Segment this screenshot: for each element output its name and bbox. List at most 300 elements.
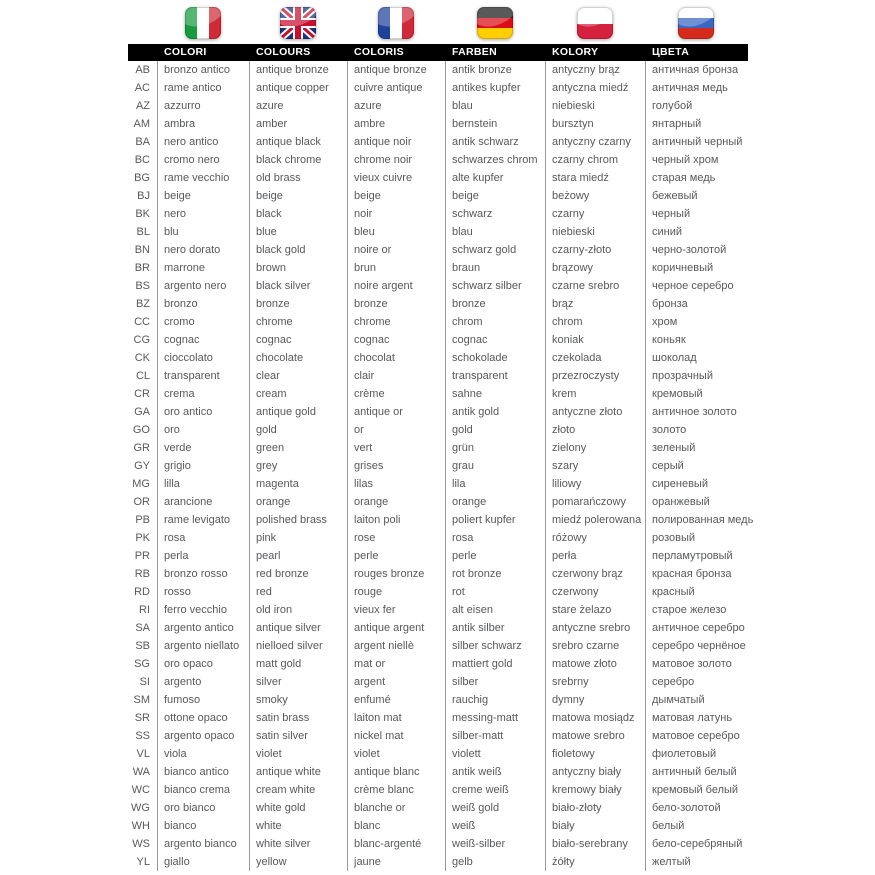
color-name-english: old brass	[249, 169, 347, 187]
column-header-german: FARBEN	[452, 46, 497, 58]
color-name-italian: viola	[157, 745, 249, 763]
color-name-russian: розовый	[645, 529, 748, 547]
color-name-french: jaune	[347, 853, 445, 871]
color-name-russian: прозрачный	[645, 367, 748, 385]
color-name-english: magenta	[249, 475, 347, 493]
color-name-french: orange	[347, 493, 445, 511]
color-name-italian: rame antico	[157, 79, 249, 97]
color-name-english: azure	[249, 97, 347, 115]
color-name-german: mattiert gold	[445, 655, 545, 673]
color-name-italian: crema	[157, 385, 249, 403]
color-name-german: grau	[445, 457, 545, 475]
color-name-russian: черно-золотой	[645, 241, 748, 259]
color-name-english: grey	[249, 457, 347, 475]
color-name-german: violett	[445, 745, 545, 763]
color-name-polish: srebro czarne	[545, 637, 645, 655]
color-name-english: black	[249, 205, 347, 223]
color-code: AM	[133, 118, 150, 130]
table-row	[128, 655, 748, 673]
italy-flag-icon	[185, 7, 221, 39]
color-name-french: argent niellè	[347, 637, 445, 655]
color-name-french: mat or	[347, 655, 445, 673]
color-name-russian: матовая латунь	[645, 709, 748, 727]
color-name-polish: liliowy	[545, 475, 645, 493]
table-row	[128, 781, 748, 799]
color-code: SM	[133, 694, 150, 706]
color-name-english: antique copper	[249, 79, 347, 97]
color-name-french: argent	[347, 673, 445, 691]
color-name-french: antique bronze	[347, 61, 445, 79]
color-name-german: silber	[445, 673, 545, 691]
france-flag-icon	[378, 7, 414, 39]
color-name-french: vieux fer	[347, 601, 445, 619]
color-code: SA	[135, 622, 150, 634]
color-code: WC	[131, 784, 150, 796]
color-name-russian: бежевый	[645, 187, 748, 205]
color-name-italian: argento bianco	[157, 835, 249, 853]
color-name-italian: blu	[157, 223, 249, 241]
table-row	[128, 763, 748, 781]
color-name-russian: красная бронза	[645, 565, 748, 583]
color-name-italian: marrone	[157, 259, 249, 277]
table-header-bar	[128, 44, 748, 61]
table-row	[128, 853, 748, 871]
color-name-polish: czarne srebro	[545, 277, 645, 295]
color-name-polish: biało-złoty	[545, 799, 645, 817]
color-name-english: red bronze	[249, 565, 347, 583]
color-name-french: lilas	[347, 475, 445, 493]
color-code: PK	[135, 532, 150, 544]
color-name-german: transparent	[445, 367, 545, 385]
color-name-polish: brązowy	[545, 259, 645, 277]
color-name-italian: rame levigato	[157, 511, 249, 529]
color-name-french: blanche or	[347, 799, 445, 817]
color-name-polish: biało-serebrany	[545, 835, 645, 853]
color-name-german: bernstein	[445, 115, 545, 133]
color-name-polish: kremowy biały	[545, 781, 645, 799]
color-name-english: blue	[249, 223, 347, 241]
table-row	[128, 493, 748, 511]
table-body	[128, 61, 754, 871]
color-name-german: beige	[445, 187, 545, 205]
color-name-french: cognac	[347, 331, 445, 349]
color-name-italian: ottone opaco	[157, 709, 249, 727]
color-name-polish: antyczny brąz	[545, 61, 645, 79]
color-name-russian: синий	[645, 223, 748, 241]
color-name-french: beige	[347, 187, 445, 205]
color-name-german: silber-matt	[445, 727, 545, 745]
color-code: BJ	[137, 190, 150, 202]
color-code: CR	[134, 388, 150, 400]
color-name-polish: czarny	[545, 205, 645, 223]
color-name-german: silber schwarz	[445, 637, 545, 655]
color-name-russian: шоколад	[645, 349, 748, 367]
color-name-english: white gold	[249, 799, 347, 817]
color-name-french: nickel mat	[347, 727, 445, 745]
color-name-polish: miedź polerowana	[545, 511, 645, 529]
color-name-italian: bronzo rosso	[157, 565, 249, 583]
color-name-german: rot bronze	[445, 565, 545, 583]
color-name-italian: giallo	[157, 853, 249, 871]
color-code: RI	[139, 604, 150, 616]
color-name-german: antik bronze	[445, 61, 545, 79]
color-name-polish: stare żelazo	[545, 601, 645, 619]
color-name-italian: arancione	[157, 493, 249, 511]
color-name-russian: античная медь	[645, 79, 748, 97]
color-code: BK	[135, 208, 150, 220]
color-name-german: gold	[445, 421, 545, 439]
color-code: SG	[134, 658, 150, 670]
color-name-german: blau	[445, 97, 545, 115]
color-name-russian: бронза	[645, 295, 748, 313]
color-name-english: antique white	[249, 763, 347, 781]
color-code: AC	[134, 82, 150, 94]
color-name-russian: серебро	[645, 673, 748, 691]
color-name-polish: matowa mosiądz	[545, 709, 645, 727]
column-header-polish: KOLORY	[552, 46, 599, 58]
color-name-russian: бело-серебряный	[645, 835, 748, 853]
color-name-italian: oro	[157, 421, 249, 439]
column-header-english: COLOURS	[256, 46, 311, 58]
color-name-english: pink	[249, 529, 347, 547]
table-row	[128, 709, 748, 727]
color-code: WA	[132, 766, 150, 778]
color-name-french: chrome	[347, 313, 445, 331]
color-name-russian: старое железо	[645, 601, 748, 619]
color-name-italian: cromo	[157, 313, 249, 331]
color-name-italian: bianco	[157, 817, 249, 835]
color-name-english: beige	[249, 187, 347, 205]
color-name-german: lila	[445, 475, 545, 493]
color-name-german: weiß	[445, 817, 545, 835]
color-code: SS	[135, 730, 150, 742]
table-row	[128, 115, 748, 133]
color-name-german: alte kupfer	[445, 169, 545, 187]
color-name-russian: полированная медь	[645, 511, 748, 529]
color-name-polish: beżowy	[545, 187, 645, 205]
table-row	[128, 61, 748, 79]
color-name-english: orange	[249, 493, 347, 511]
color-name-polish: żółty	[545, 853, 645, 871]
color-name-russian: зеленый	[645, 439, 748, 457]
color-code: SR	[134, 712, 150, 724]
color-name-german: rosa	[445, 529, 545, 547]
color-code: MG	[132, 478, 150, 490]
color-name-french: perle	[347, 547, 445, 565]
color-name-german: antik schwarz	[445, 133, 545, 151]
color-name-italian: grigio	[157, 457, 249, 475]
color-name-russian: перламутровый	[645, 547, 748, 565]
color-code: YL	[136, 856, 150, 868]
color-name-italian: cromo nero	[157, 151, 249, 169]
color-name-german: blau	[445, 223, 545, 241]
color-name-polish: stara miedź	[545, 169, 645, 187]
color-name-french: azure	[347, 97, 445, 115]
color-name-french: antique blanc	[347, 763, 445, 781]
color-name-english: cream white	[249, 781, 347, 799]
color-code: BL	[136, 226, 150, 238]
color-name-french: rouge	[347, 583, 445, 601]
table-row	[128, 97, 748, 115]
color-name-german: orange	[445, 493, 545, 511]
color-name-polish: przezroczysty	[545, 367, 645, 385]
color-name-italian: oro opaco	[157, 655, 249, 673]
color-name-german: schwarzes chrom	[445, 151, 545, 169]
color-code: PR	[134, 550, 150, 562]
table-row	[128, 637, 748, 655]
color-code: BC	[134, 154, 150, 166]
color-name-german: rot	[445, 583, 545, 601]
color-name-russian: старая медь	[645, 169, 748, 187]
color-name-english: nielloed silver	[249, 637, 347, 655]
color-name-italian: bianco crema	[157, 781, 249, 799]
color-code: SI	[139, 676, 150, 688]
color-name-polish: brąz	[545, 295, 645, 313]
color-code: GO	[132, 424, 150, 436]
table-row	[128, 565, 748, 583]
table-row	[128, 187, 748, 205]
table-row	[128, 799, 748, 817]
color-name-polish: antyczny biały	[545, 763, 645, 781]
color-name-russian: античный черный	[645, 133, 748, 151]
table-row	[128, 511, 754, 529]
color-name-english: silver	[249, 673, 347, 691]
color-name-italian: argento antico	[157, 619, 249, 637]
color-name-german: schwarz silber	[445, 277, 545, 295]
table-row	[128, 745, 748, 763]
color-name-english: cream	[249, 385, 347, 403]
color-name-russian: серый	[645, 457, 748, 475]
color-name-italian: oro bianco	[157, 799, 249, 817]
color-code: GA	[134, 406, 150, 418]
table-row	[128, 169, 748, 187]
color-code: BG	[134, 172, 150, 184]
color-name-english: black silver	[249, 277, 347, 295]
color-name-polish: dymny	[545, 691, 645, 709]
color-name-english: old iron	[249, 601, 347, 619]
column-header-italian: COLORI	[164, 46, 207, 58]
color-name-russian: дымчатый	[645, 691, 748, 709]
color-name-german: antik gold	[445, 403, 545, 421]
color-name-italian: verde	[157, 439, 249, 457]
table-row	[128, 583, 748, 601]
color-code: WH	[131, 820, 150, 832]
color-name-french: crème	[347, 385, 445, 403]
color-name-russian: голубой	[645, 97, 748, 115]
table-row	[128, 691, 748, 709]
table-row	[128, 241, 748, 259]
color-code: PB	[135, 514, 150, 526]
color-name-russian: матовое серебро	[645, 727, 748, 745]
color-name-french: grises	[347, 457, 445, 475]
color-name-french: bleu	[347, 223, 445, 241]
color-name-russian: сиреневый	[645, 475, 748, 493]
table-row	[128, 385, 748, 403]
color-name-english: white	[249, 817, 347, 835]
table-row	[128, 403, 748, 421]
color-name-russian: серебро чернёное	[645, 637, 748, 655]
color-name-polish: zielony	[545, 439, 645, 457]
color-code: BR	[134, 262, 150, 274]
color-name-english: white silver	[249, 835, 347, 853]
color-name-english: black gold	[249, 241, 347, 259]
color-name-polish: koniak	[545, 331, 645, 349]
color-name-german: alt eisen	[445, 601, 545, 619]
color-name-polish: fioletowy	[545, 745, 645, 763]
color-code: GY	[134, 460, 150, 472]
color-name-italian: nero	[157, 205, 249, 223]
color-name-german: schwarz gold	[445, 241, 545, 259]
color-name-french: vert	[347, 439, 445, 457]
color-name-russian: черный хром	[645, 151, 748, 169]
color-name-russian: белый	[645, 817, 748, 835]
color-name-italian: beige	[157, 187, 249, 205]
color-name-polish: czarny chrom	[545, 151, 645, 169]
color-code: GR	[133, 442, 150, 454]
color-name-italian: lilla	[157, 475, 249, 493]
color-name-polish: czerwony	[545, 583, 645, 601]
color-name-french: rouges bronze	[347, 565, 445, 583]
flags-row	[0, 0, 875, 42]
table-row	[128, 313, 748, 331]
color-name-russian: оранжевый	[645, 493, 748, 511]
table-row	[128, 295, 748, 313]
table-row	[128, 475, 748, 493]
table-row	[128, 439, 748, 457]
color-name-italian: perla	[157, 547, 249, 565]
table-row	[128, 619, 748, 637]
color-name-polish: niebieski	[545, 97, 645, 115]
table-row	[128, 601, 748, 619]
color-name-french: antique argent	[347, 619, 445, 637]
color-code: WG	[131, 802, 150, 814]
table-row	[128, 457, 748, 475]
color-name-russian: желтый	[645, 853, 748, 871]
color-name-german: weiß-silber	[445, 835, 545, 853]
color-name-russian: красный	[645, 583, 748, 601]
color-name-russian: бело-золотой	[645, 799, 748, 817]
color-name-french: enfumé	[347, 691, 445, 709]
color-name-english: clear	[249, 367, 347, 385]
table-row	[128, 727, 748, 745]
color-name-polish: różowy	[545, 529, 645, 547]
color-name-russian: античное серебро	[645, 619, 748, 637]
color-name-italian: bianco antico	[157, 763, 249, 781]
color-name-polish: złoto	[545, 421, 645, 439]
color-name-russian: античная бронза	[645, 61, 748, 79]
color-name-italian: ferro vecchio	[157, 601, 249, 619]
color-name-german: gelb	[445, 853, 545, 871]
color-name-french: noir	[347, 205, 445, 223]
color-name-german: cognac	[445, 331, 545, 349]
color-name-russian: кремовый белый	[645, 781, 748, 799]
color-code: OR	[133, 496, 150, 508]
color-name-polish: antyczny czarny	[545, 133, 645, 151]
color-name-english: antique gold	[249, 403, 347, 421]
color-name-polish: biały	[545, 817, 645, 835]
color-name-italian: oro antico	[157, 403, 249, 421]
color-name-polish: antyczne srebro	[545, 619, 645, 637]
color-name-russian: хром	[645, 313, 748, 331]
color-name-italian: azzurro	[157, 97, 249, 115]
color-name-polish: matowe srebro	[545, 727, 645, 745]
color-name-german: perle	[445, 547, 545, 565]
color-code: BS	[135, 280, 150, 292]
color-name-french: blanc-argenté	[347, 835, 445, 853]
color-name-polish: antyczne złoto	[545, 403, 645, 421]
color-name-italian: rame vecchio	[157, 169, 249, 187]
color-name-english: antique bronze	[249, 61, 347, 79]
table-row	[128, 529, 748, 547]
table-row	[128, 223, 748, 241]
color-name-french: or	[347, 421, 445, 439]
color-name-italian: fumoso	[157, 691, 249, 709]
color-name-italian: argento nero	[157, 277, 249, 295]
table-row	[128, 547, 748, 565]
color-name-polish: szary	[545, 457, 645, 475]
color-code: RD	[134, 586, 150, 598]
color-name-english: pearl	[249, 547, 347, 565]
color-name-english: satin brass	[249, 709, 347, 727]
color-name-russian: античное золото	[645, 403, 748, 421]
color-name-polish: pomarańczowy	[545, 493, 645, 511]
color-name-german: creme weiß	[445, 781, 545, 799]
color-name-german: braun	[445, 259, 545, 277]
color-name-french: chocolat	[347, 349, 445, 367]
color-name-russian: матовое золото	[645, 655, 748, 673]
color-name-polish: perła	[545, 547, 645, 565]
color-name-french: blanc	[347, 817, 445, 835]
table-row	[128, 205, 748, 223]
color-name-polish: czarny-złoto	[545, 241, 645, 259]
color-name-italian: nero dorato	[157, 241, 249, 259]
color-name-english: satin silver	[249, 727, 347, 745]
color-name-english: brown	[249, 259, 347, 277]
color-code: AB	[135, 64, 150, 76]
color-name-italian: cognac	[157, 331, 249, 349]
table-row	[128, 367, 748, 385]
column-header-russian: ЦВЕТА	[652, 46, 690, 58]
table-row	[128, 349, 748, 367]
color-name-russian: коричневый	[645, 259, 748, 277]
color-name-polish: bursztyn	[545, 115, 645, 133]
table-row	[128, 277, 748, 295]
color-name-italian: argento niellato	[157, 637, 249, 655]
color-name-italian: bronzo antico	[157, 61, 249, 79]
color-name-german: antik weiß	[445, 763, 545, 781]
color-name-english: red	[249, 583, 347, 601]
color-name-german: antik silber	[445, 619, 545, 637]
color-code: BN	[134, 244, 150, 256]
color-name-french: chrome noir	[347, 151, 445, 169]
color-name-english: gold	[249, 421, 347, 439]
color-name-french: cuivre antique	[347, 79, 445, 97]
color-code: RB	[134, 568, 150, 580]
color-name-polish: matowe złoto	[545, 655, 645, 673]
color-name-polish: czekolada	[545, 349, 645, 367]
color-name-german: antikes kupfer	[445, 79, 545, 97]
color-name-english: violet	[249, 745, 347, 763]
color-name-german: bronze	[445, 295, 545, 313]
color-name-polish: antyczna miedź	[545, 79, 645, 97]
color-name-polish: chrom	[545, 313, 645, 331]
color-name-french: antique noir	[347, 133, 445, 151]
color-code: WS	[132, 838, 150, 850]
color-name-english: chocolate	[249, 349, 347, 367]
table-row	[128, 259, 748, 277]
color-code: VL	[136, 748, 150, 760]
color-name-italian: ambra	[157, 115, 249, 133]
